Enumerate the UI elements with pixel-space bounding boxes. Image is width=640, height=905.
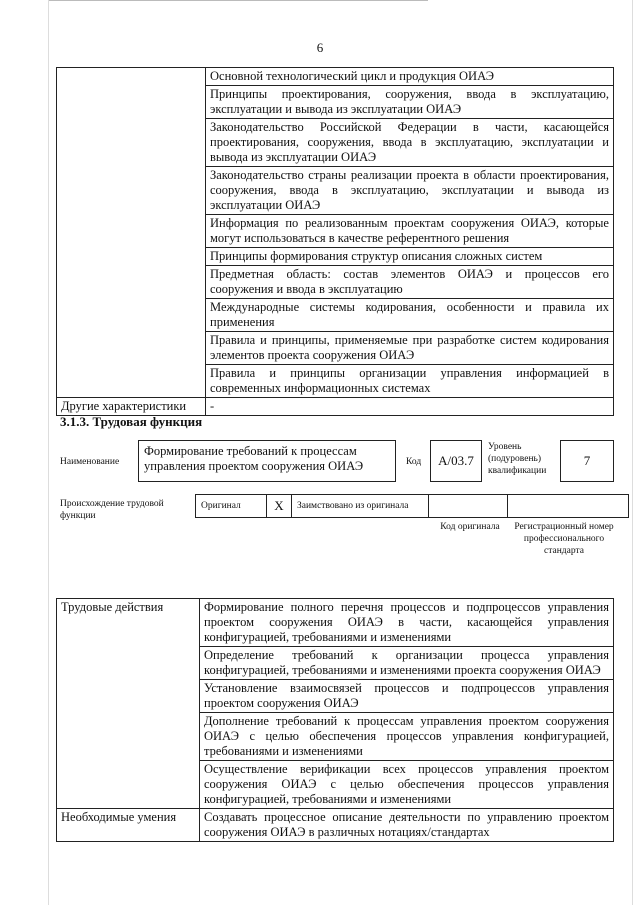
table-row: [57, 398, 614, 416]
code-label: Код: [406, 457, 422, 467]
knowledge-item: Законодательство Российской Федерации в части, касающейся проектирования, сооружения, ввода в эксплуатацию, эксплуатации и вывода из эксплуатации ОИАЭ: [206, 119, 614, 167]
knowledge-item: Правила и принципы организации управления информацией в современных информационных системах: [206, 365, 614, 398]
action-item: Формирование полного перечня процессов и подпроцессов управления проектом сооружения ОИАЭ в части, касающейся управления конфигурацией, требованиями и изменениями: [200, 599, 614, 647]
action-item: Дополнение требований к процессам управления проектом сооружения ОИАЭ с целью обеспечения процессов управления конфигурацией, требованиями и изменениями: [200, 713, 614, 761]
original-label: Оригинал: [196, 495, 267, 518]
action-item: Установление взаимосвязей процессов и подпроцессов управления проектом сооружения ОИАЭ: [200, 680, 614, 713]
table-row: [57, 809, 614, 842]
other-characteristics-label: Другие характеристики: [57, 398, 206, 416]
actions-table: [56, 598, 614, 842]
level-label: Уровень (подуровень) квалификации: [488, 442, 547, 476]
knowledge-item: Информация по реализованным проектам сооружения ОИАЭ, которые могут использоваться в качестве референтного решения: [206, 215, 614, 248]
knowledge-item: Основной технологический цикл и продукция ОИАЭ: [206, 68, 614, 86]
name-value: Формирование требований к процессам управления проектом сооружения ОИАЭ: [138, 440, 396, 482]
section-heading: 3.1.3. Трудовая функция: [60, 414, 203, 429]
action-item: Определение требований к организации процесса управления конфигурацией, требованиями и изменениями проекта сооружения ОИАЭ: [200, 647, 614, 680]
other-characteristics-value: -: [206, 398, 614, 416]
knowledge-item: Предметная область: состав элементов ОИАЭ и процессов его сооружения и ввода в эксплуатацию: [206, 266, 614, 299]
origin-table: [195, 494, 629, 518]
knowledge-item: Правила и принципы, применяемые при разработке систем кодирования элементов проекта сооружения ОИАЭ: [206, 332, 614, 365]
reg-number-cell: [508, 495, 629, 518]
code-original-cell: [429, 495, 508, 518]
name-label: Наименование: [60, 457, 120, 467]
action-item: Осуществление верификации всех процессов управления проектом сооружения ОИАЭ с целью обеспечения процессов управления конфигурацией, требованиями и изменениями: [200, 761, 614, 809]
knowledge-item: Принципы проектирования, сооружения, ввода в эксплуатацию, эксплуатации и вывода из эксплуатации ОИАЭ: [206, 86, 614, 119]
level-value: 7: [560, 440, 614, 482]
scan-edge-right: [632, 0, 633, 905]
origin-label: Происхождение трудовой функции: [60, 499, 164, 521]
knowledge-item: Международные системы кодирования, особенности и правила их применения: [206, 299, 614, 332]
knowledge-item: Законодательство страны реализации проекта в области проектирования, сооружения, ввода в эксплуатацию, эксплуатации и вывода из эксплуатации ОИАЭ: [206, 167, 614, 215]
page-number: 6: [316, 40, 324, 55]
skill-item: Создавать процессное описание деятельности по управлению проектом сооружения ОИАЭ в различных нотациях/стандартах: [200, 809, 614, 842]
knowledge-category-cell: [57, 68, 206, 398]
scan-edge-left: [48, 0, 49, 905]
original-mark: X: [267, 495, 292, 518]
table-row: [57, 68, 614, 86]
borrowed-label: Заимствовано из оригинала: [292, 495, 429, 518]
code-original-caption: Код оригинала: [440, 522, 500, 532]
table-row: [57, 599, 614, 647]
knowledge-table: [56, 67, 614, 416]
knowledge-item: Принципы формирования структур описания сложных систем: [206, 248, 614, 266]
reg-number-caption: Регистрационный номер профессионального стандарта: [514, 522, 614, 556]
skills-label: Необходимые умения: [57, 809, 200, 842]
scan-edge-top: [48, 0, 428, 1]
actions-label: Трудовые действия: [57, 599, 200, 809]
table-row: [196, 495, 629, 518]
code-value: А/03.7: [430, 440, 482, 482]
